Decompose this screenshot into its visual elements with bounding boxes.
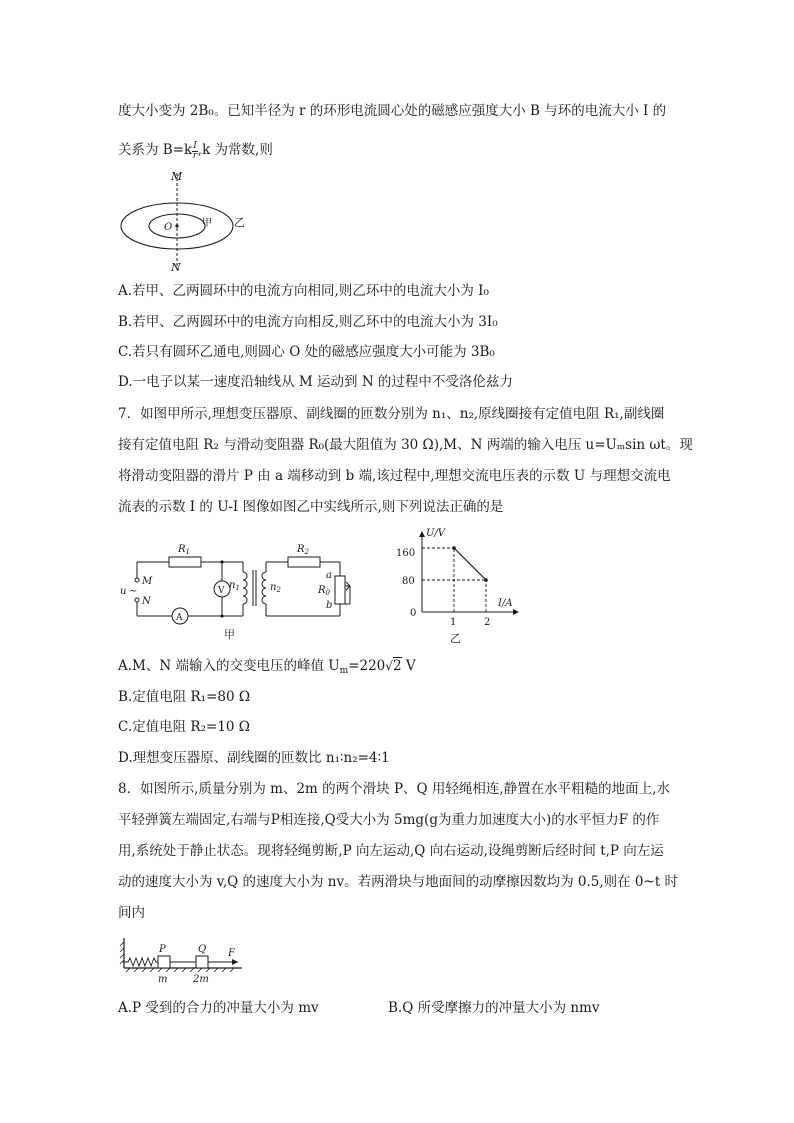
resistor-r1 [169,557,201,567]
label-a: a [326,570,332,581]
q7-option-a-text: A.M、N 端输入的交变电压的峰值 U [118,658,340,674]
secondary-coil [262,572,266,604]
x-axis-label: I/A [498,598,513,609]
label-2m: 2m [193,974,209,984]
svg-text:n2 [270,582,281,594]
ammeter-label: A [176,613,183,623]
primary-coil [243,572,247,604]
label-jia: 甲 [202,218,212,229]
caption-yi: 乙 [450,632,461,645]
y-tick-label: 160 [396,548,416,559]
label-r0-sub: 0 [325,589,330,597]
fraction-numerator: I [193,141,197,151]
label-r1: R [178,544,186,555]
q8-stem-line-3: 用,系统处于静止状态。现将轻绳剪断,P 向左运动,Q 向右运动,设绳剪断后经时间 t,P 向左运 [118,843,664,859]
svg-text:n1 [229,580,240,592]
q6-option-a: A.若甲、乙两圆环中的电流方向相同,则乙环中的电流大小为 I₀ [118,283,489,299]
fraction-denominator: r [192,151,198,161]
q8-stem-line-2: 平轻弹簧左端固定,右端与P相连接,Q受大小为 5mg(g为重力加速度大小)的水平恒力F 的作 [118,812,660,828]
block-p [158,956,170,968]
q8-option-b: B.Q 所受摩擦力的冲量大小为 nmv [388,1000,600,1016]
q8-stem-line-1: 8．如图所示,质量分别为 m、2m 的两个滑块 P、Q 用轻绳相连,静置在水平粗糙的地面上,水 [118,781,670,797]
q7-option-d: D.理想变压器原、副线圈的匝数比 n₁∶n₂=4∶1 [118,750,390,766]
label-n1: n [229,580,236,591]
y-axis-label: U/V [426,528,446,539]
sqrt-radicand: 2 [392,658,402,674]
q7-option-a-unit: V [401,658,416,674]
label-r1-sub: 1 [185,548,190,556]
q7-stem-line-2: 接有定值电阻 R₂ 与滑动变阻器 R₀(最大阻值为 30 Ω),M、N 两端的输入电压 u=Uₘsin ωt。现 [118,437,693,453]
svg-text:R1 [177,544,190,556]
q6-stem-line-2 [118,141,273,161]
slider-arrow [345,582,350,590]
q6-stem-text: 关系为 B=k [118,142,193,158]
label-yi: 乙 [234,216,245,229]
label-n2-sub: 2 [276,586,281,594]
rheostat-r0 [335,576,345,604]
svg-text:R0 [317,585,331,597]
q8-stem-line-5: 间内 [118,905,145,921]
label-N: N [142,596,151,607]
ac-source-icon: ~ [129,586,138,597]
caption-jia: 甲 [224,628,235,641]
q6-stem-line-1: 度大小变为 2B₀。已知半径为 r 的环形电流圆心处的磁感应强度大小 B 与环的电流大小 I 的 [118,103,667,119]
label-Q: Q [198,944,207,955]
ui-graph [388,524,528,646]
q7-option-b: B.定值电阻 R₁=80 Ω [118,689,251,705]
voltmeter-label: V [218,586,225,596]
x-tick-label: 2 [484,617,491,628]
q6-stem-tail: ,k 为常数,则 [197,142,273,158]
label-u: u [120,586,127,597]
block-q [196,956,208,968]
label-m: m [158,974,168,984]
label-n2: n [270,582,277,593]
ring-figure [110,168,260,276]
label-N: N [171,261,181,274]
q7-stem-line-4: 流表的示数 I 的 U-I 图像如图乙中实线所示,则下列说法正确的是 [118,499,504,515]
label-P: P [159,944,166,955]
label-M: M [142,576,153,587]
svg-text:R2 [296,544,310,556]
label-r2: R [297,544,305,555]
label-F: F [228,948,235,959]
q7-stem-line-3: 将滑动变阻器的滑片 P 由 a 端移动到 b 端,该过程中,理想交流电压表的示数 U 与理想交流电 [118,468,671,484]
q6-option-d: D.一电子以某一速度沿轴线从 M 运动到 N 的过程中不受洛伦兹力 [118,374,513,390]
q6-option-b: B.若甲、乙两圆环中的电流方向相反,则乙环中的电流大小为 3I₀ [118,314,498,330]
y-tick-label: 80 [402,576,415,587]
label-O: O [164,222,173,233]
q8-stem-line-4: 动的速度大小为 v,Q 的速度大小为 nv。若两滑块与地面间的动摩擦因数均为 0.5,则在 0~t 时 [118,874,679,890]
label-b: b [326,600,333,611]
origin-label: 0 [410,608,417,619]
q6-option-c: C.若只有圆环乙通电,则圆心 O 处的磁感应强度大小可能为 3B₀ [118,344,495,360]
label-r0: R [318,585,326,596]
label-M: M [171,170,183,183]
q7-option-a [118,657,416,680]
label-r2-sub: 2 [304,548,309,556]
terminal-m [135,578,139,582]
q7-option-a-eq: =220 [348,658,386,674]
spring-block-figure [116,932,256,984]
resistor-r2 [288,557,320,567]
spring [124,958,158,966]
terminal-n [135,598,139,602]
x-tick-label: 1 [450,617,457,628]
q7-option-a-sub: m [339,666,349,676]
q7-option-c: C.定值电阻 R₂=10 Ω [118,719,250,735]
circuit-figure [112,538,362,644]
label-n1-sub: 1 [235,584,240,592]
q8-option-a: A.P 受到的合力的冲量大小为 mv [118,1000,319,1016]
sqrt-symbol: √ [385,659,393,673]
ui-line-segment [454,548,486,580]
center-point [175,224,178,227]
q7-stem-line-1: 7．如图甲所示,理想变压器原、副线圈的匝数分别为 n₁、n₂,原线圈接有定值电阻 R₁,副线圈 [118,406,665,422]
